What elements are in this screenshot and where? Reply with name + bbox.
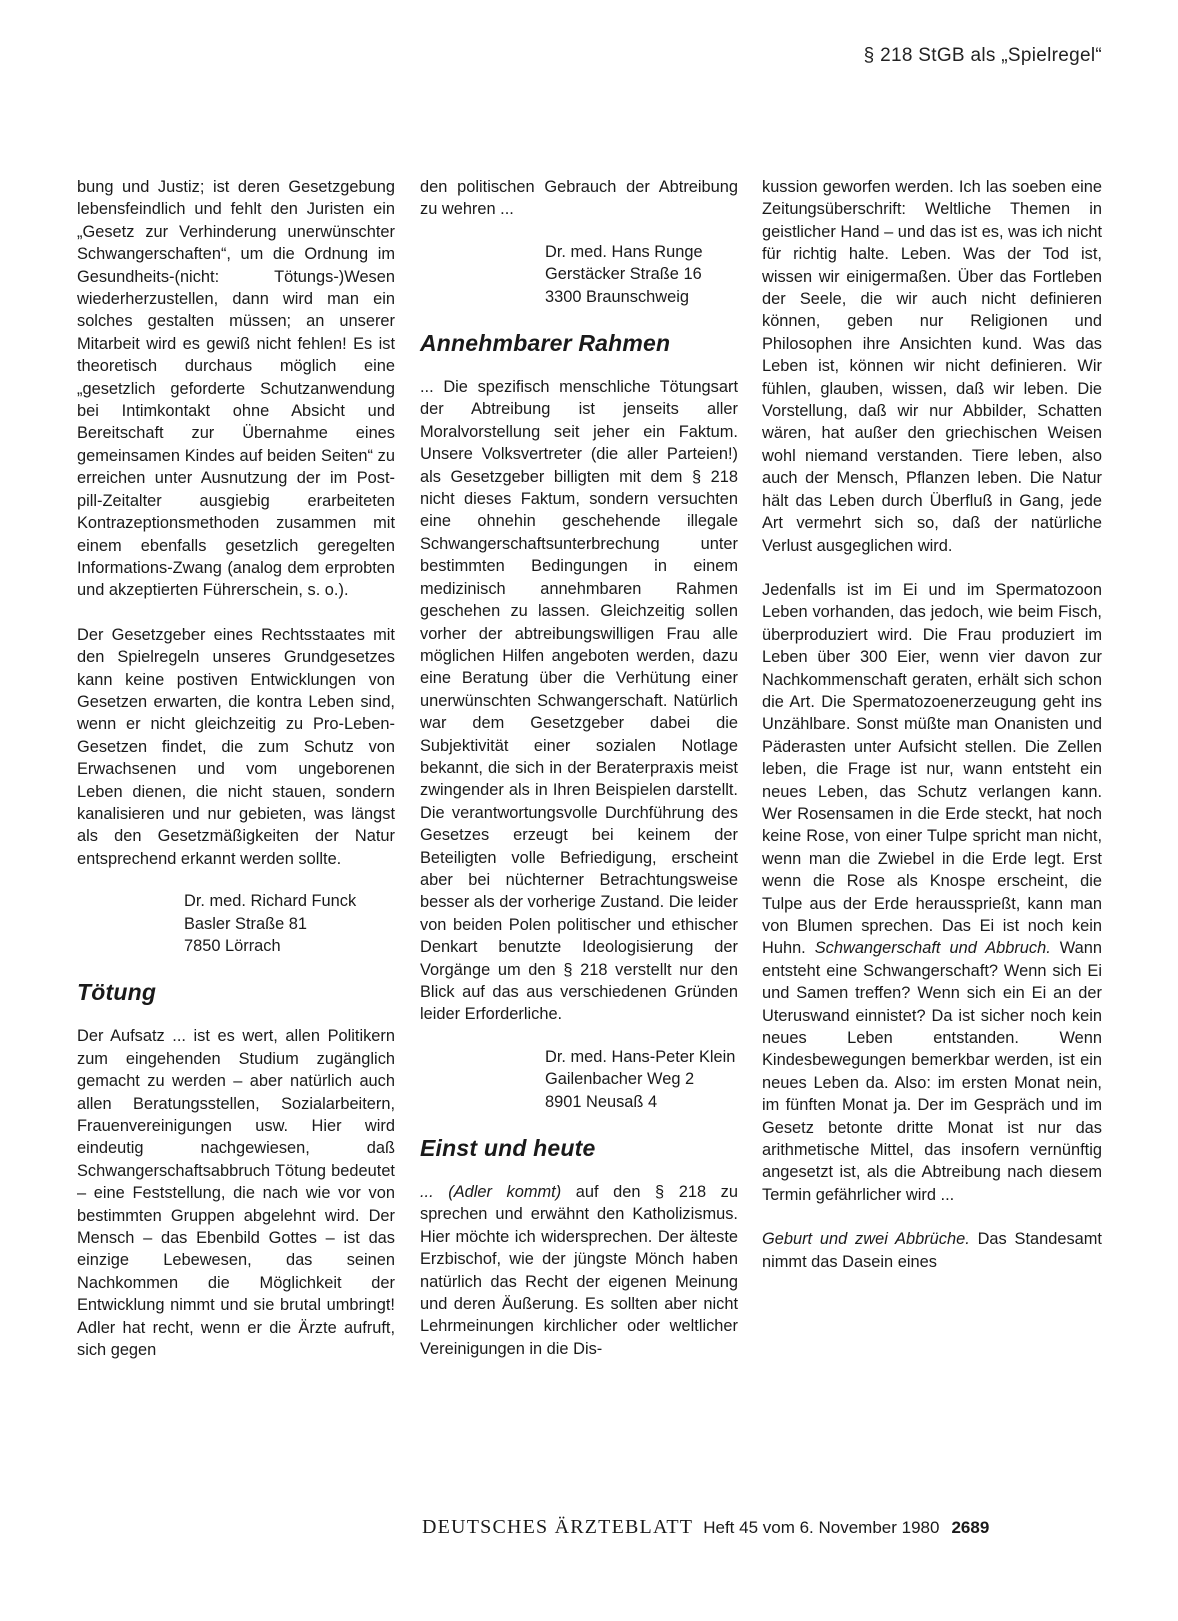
signature-line: Gailenbacher Weg 2 bbox=[545, 1070, 695, 1089]
signature-line: 3300 Braunschweig bbox=[545, 287, 689, 306]
paragraph bbox=[762, 1228, 1102, 1273]
paragraph: Der Gesetzgeber eines Rechtsstaates mit den Spielregeln unseres Grundgesetzes kann keine postiven Entwicklungen von Gesetzen erwarten, die kontra Leben sind, wenn er nicht gleichzeitig zu Pro-Leben-Gesetzen findet, die zum Schutz von Erwachsenen und vom ungeborenen Leben dienen, die nicht stauen, sondern kanalisieren und nur gebieten, was längst als den Gesetzmäßigkeiten der Natur entsprechend erkannt werden sollte. bbox=[77, 625, 395, 868]
paragraph-text: Das Standesamt nimmt das Dasein eines bbox=[762, 1230, 1102, 1271]
running-head: § 218 StGB als „Spielregel“ bbox=[863, 45, 1102, 66]
column-3 bbox=[762, 176, 1102, 1273]
signature-line: Gerstäcker Straße 16 bbox=[545, 265, 702, 284]
author-signature bbox=[420, 1046, 738, 1113]
paragraph: bung und Justiz; ist deren Gesetzgebung lebensfeindlich und fehlt den Juristen ein „Gesetz zur Verhinderung unerwünschter Schwangerschaften“, um die Ordnung im Gesundheits-(nicht: Tötungs-)Wesen wiederherzustellen, dann wird man ein solches gestalten müssen; an unserer Mitarbeit wird es gewiß nicht fehlen! Es ist theoretisch durchaus möglich eine „gesetzlich geforderte Schutzanwendung bei Intimkontakt ohne Absicht und Bereitschaft zur Übernahme eines gemeinsamen Kindes auf beiden Seiten“ zu erreichen unter Ausnutzung der im Post-pill-Zeitalter ausgiebig erarbeiteten Kontrazeptionsmethoden zusammen mit einem ebenfalls gesetzlich geregelten Informations-Zwang (analog dem erprobten und akzeptierten Führerschein, s. o.). bbox=[77, 178, 395, 600]
paragraph: den politischen Gebrauch der Abtreibung zu wehren ... bbox=[420, 178, 738, 219]
inline-subheading: Schwangerschaft und Abbruch. bbox=[814, 939, 1051, 958]
inline-subheading: Geburt und zwei Abbrüche. bbox=[762, 1230, 970, 1249]
signature-line: 7850 Lörrach bbox=[184, 937, 281, 955]
issue-info: Heft 45 vom 6. November 1980 bbox=[703, 1518, 940, 1537]
section-heading: Annehmbarer Rahmen bbox=[420, 330, 671, 357]
author-signature bbox=[77, 890, 395, 957]
paragraph: ... Die spezifisch menschliche Tötungsart der Abtreibung ist jenseits aller Moralvorstellung seit jeher ein Faktum. Unsere Volksvertreter (die aller Parteien!) als Gesetzgeber billigten mit dem § 218 nicht dieses Faktum, sondern versuchten eine ohnehin geschehende illegale Schwangerschaftsunterbrechung unter bestimmten Bedingungen in einem medizinisch annehmbaren Rahmen geschehen zu lassen. Gleichzeitig sollen vorher der abtreibungswilligen Frau alle möglichen Hilfen angeboten werden, dazu eine Beratung über die Verhütung einer unerwünschten Schwangerschaft. Natürlich war dem Gesetzgeber dabei die Subjektivität einer sozialen Notlage bekannt, die sich in der Beraterpraxis meist zwingender als in Ihren Beispielen darstellt. Die verantwortungsvolle Durchführung des Gesetzes erzeugt bei keinem der Beteiligten volle Befriedigung, erscheint aber bei nüchterner Betrachtungsweise besser als der vorherige Zustand. Die leider von beiden Polen politischer und ethischer Denkart benutzte Ideologisierung der Vorgänge um den § 218 verstellt nur den Blick auf das aus verschiedenen Gründen leider Erforderliche. bbox=[420, 378, 738, 1024]
signature-line: Dr. med. Hans-Peter Klein bbox=[545, 1047, 736, 1066]
paragraph-lead-italic: ... (Adler kommt) bbox=[420, 1183, 562, 1202]
paragraph-text: Jedenfalls ist im Ei und im Spermatozoon Leben vorhanden, das jedoch, wie beim Fisch, überproduziert wird. Die Frau produziert im Leben über 300 Eier, wenn vier davon zur Nachkommenschaft geraten, erhält sich schon die Art. Die Spermatozoenerzeugung geht ins Unzählbare. Sonst müßte man Onanisten und Päderasten unter Aufsicht stellen. Die Zellen leben, die Frage ist nur, wann entsteht ein neues Leben, das Schutz verlangen kann. Wer Rosensamen in die Erde steckt, hat noch keine Rose, von einer Tulpe spricht man nicht, wenn man die Zwiebel in die Erde legt. Erst wenn die Rose als Knospe erscheint, die Tulpe aus der Erde heraussprießt, kann man von Blumen sprechen. Das Ei ist noch kein Huhn. bbox=[762, 580, 1102, 958]
signature-line: Basler Straße 81 bbox=[184, 914, 307, 933]
section-heading: Einst und heute bbox=[420, 1135, 596, 1162]
page-number: 2689 bbox=[951, 1518, 990, 1537]
paragraph-text: auf den § 218 zu sprechen und erwähnt den Katholizismus. Hier möchte ich widersprechen. Der älteste Erzbischof, wie der jüngste Mönch haben natürlich das Recht der eigenen Meinung und deren Äußerung. Es sollten aber nicht Lehrmeinungen kirchlicher oder weltlicher Vereinigungen in die Dis- bbox=[420, 1183, 738, 1358]
paragraph: Der Aufsatz ... ist es wert, allen Politikern zum eingehenden Studium zugänglich gemacht zu werden – aber natürlich auch allen Beratungsstellen, Sozialarbeitern, Frauenvereinigungen usw. Hier wird eindeutig nachgewiesen, daß Schwangerschaftsabbruch Tötung bedeutet – eine Feststellung, die nach wie vor von bestimmten Gruppen abgelehnt wird. Der Mensch – das Ebenbild Gottes – ist das einzige Lebewesen, das seinen Nachkommen die Möglichkeit der Entwicklung nimmt und sie brutal umbringt! Adler hat recht, wenn er die Ärzte aufruft, sich gegen bbox=[77, 1027, 395, 1360]
paragraph bbox=[420, 1181, 738, 1360]
journal-name: DEUTSCHES ÄRZTEBLATT bbox=[422, 1516, 694, 1538]
column-2 bbox=[420, 176, 738, 1360]
signature-line: 8901 Neusaß 4 bbox=[545, 1092, 658, 1111]
paragraph-text: Wann entsteht eine Schwangerschaft? Wenn sich Ei und Samen treffen? Wenn sich ein Ei an der Uteruswand einnistet? Da ist sicher noch kein neues Leben entstanden. Wenn Kindesbewegungen bemerkbar werden, ist ein neues Leben da. Also: im ersten Monat nein, im fünften Monat ja. Der im Gespräch und im Gesetz betonte dritte Monat ist nur das arithmetische Mittel, das insofern vernünftig angesetzt ist, als die Abtreibung nach diesem Termin gefährlicher wird ... bbox=[762, 939, 1102, 1204]
paragraph bbox=[762, 579, 1102, 1206]
author-signature bbox=[420, 241, 738, 308]
signature-line: Dr. med. Richard Funck bbox=[184, 892, 357, 911]
section-heading: Tötung bbox=[77, 979, 157, 1006]
column-1 bbox=[77, 176, 395, 1362]
page-footer bbox=[422, 1516, 1102, 1539]
paragraph: kussion geworfen werden. Ich las soeben eine Zeitungsüberschrift: Weltliche Themen in geistlicher Hand – und das ist es, was ich nicht für richtig halte. Leben. Was der Tod ist, wissen wir einigermaßen. Über das Fortleben der Seele, die wir auch nicht definieren können, geben nur Religionen und Philosophen ihre Ansichten kund. Was das Leben ist, können wir nicht definieren. Wir fühlen, glauben, wissen, daß wir leben. Die Vorstellung, daß wir nur Abbilder, Schatten wären, hat außer den griechischen Weisen wohl niemand verstanden. Tiere leben, also auch der Mensch, Pflanzen leben. Die Natur hält das Leben durch Überfluß in Gang, jede Art vermehrt sich so, daß der natürliche Verlust ausgeglichen wird. bbox=[762, 178, 1102, 555]
signature-line: Dr. med. Hans Runge bbox=[545, 242, 703, 261]
